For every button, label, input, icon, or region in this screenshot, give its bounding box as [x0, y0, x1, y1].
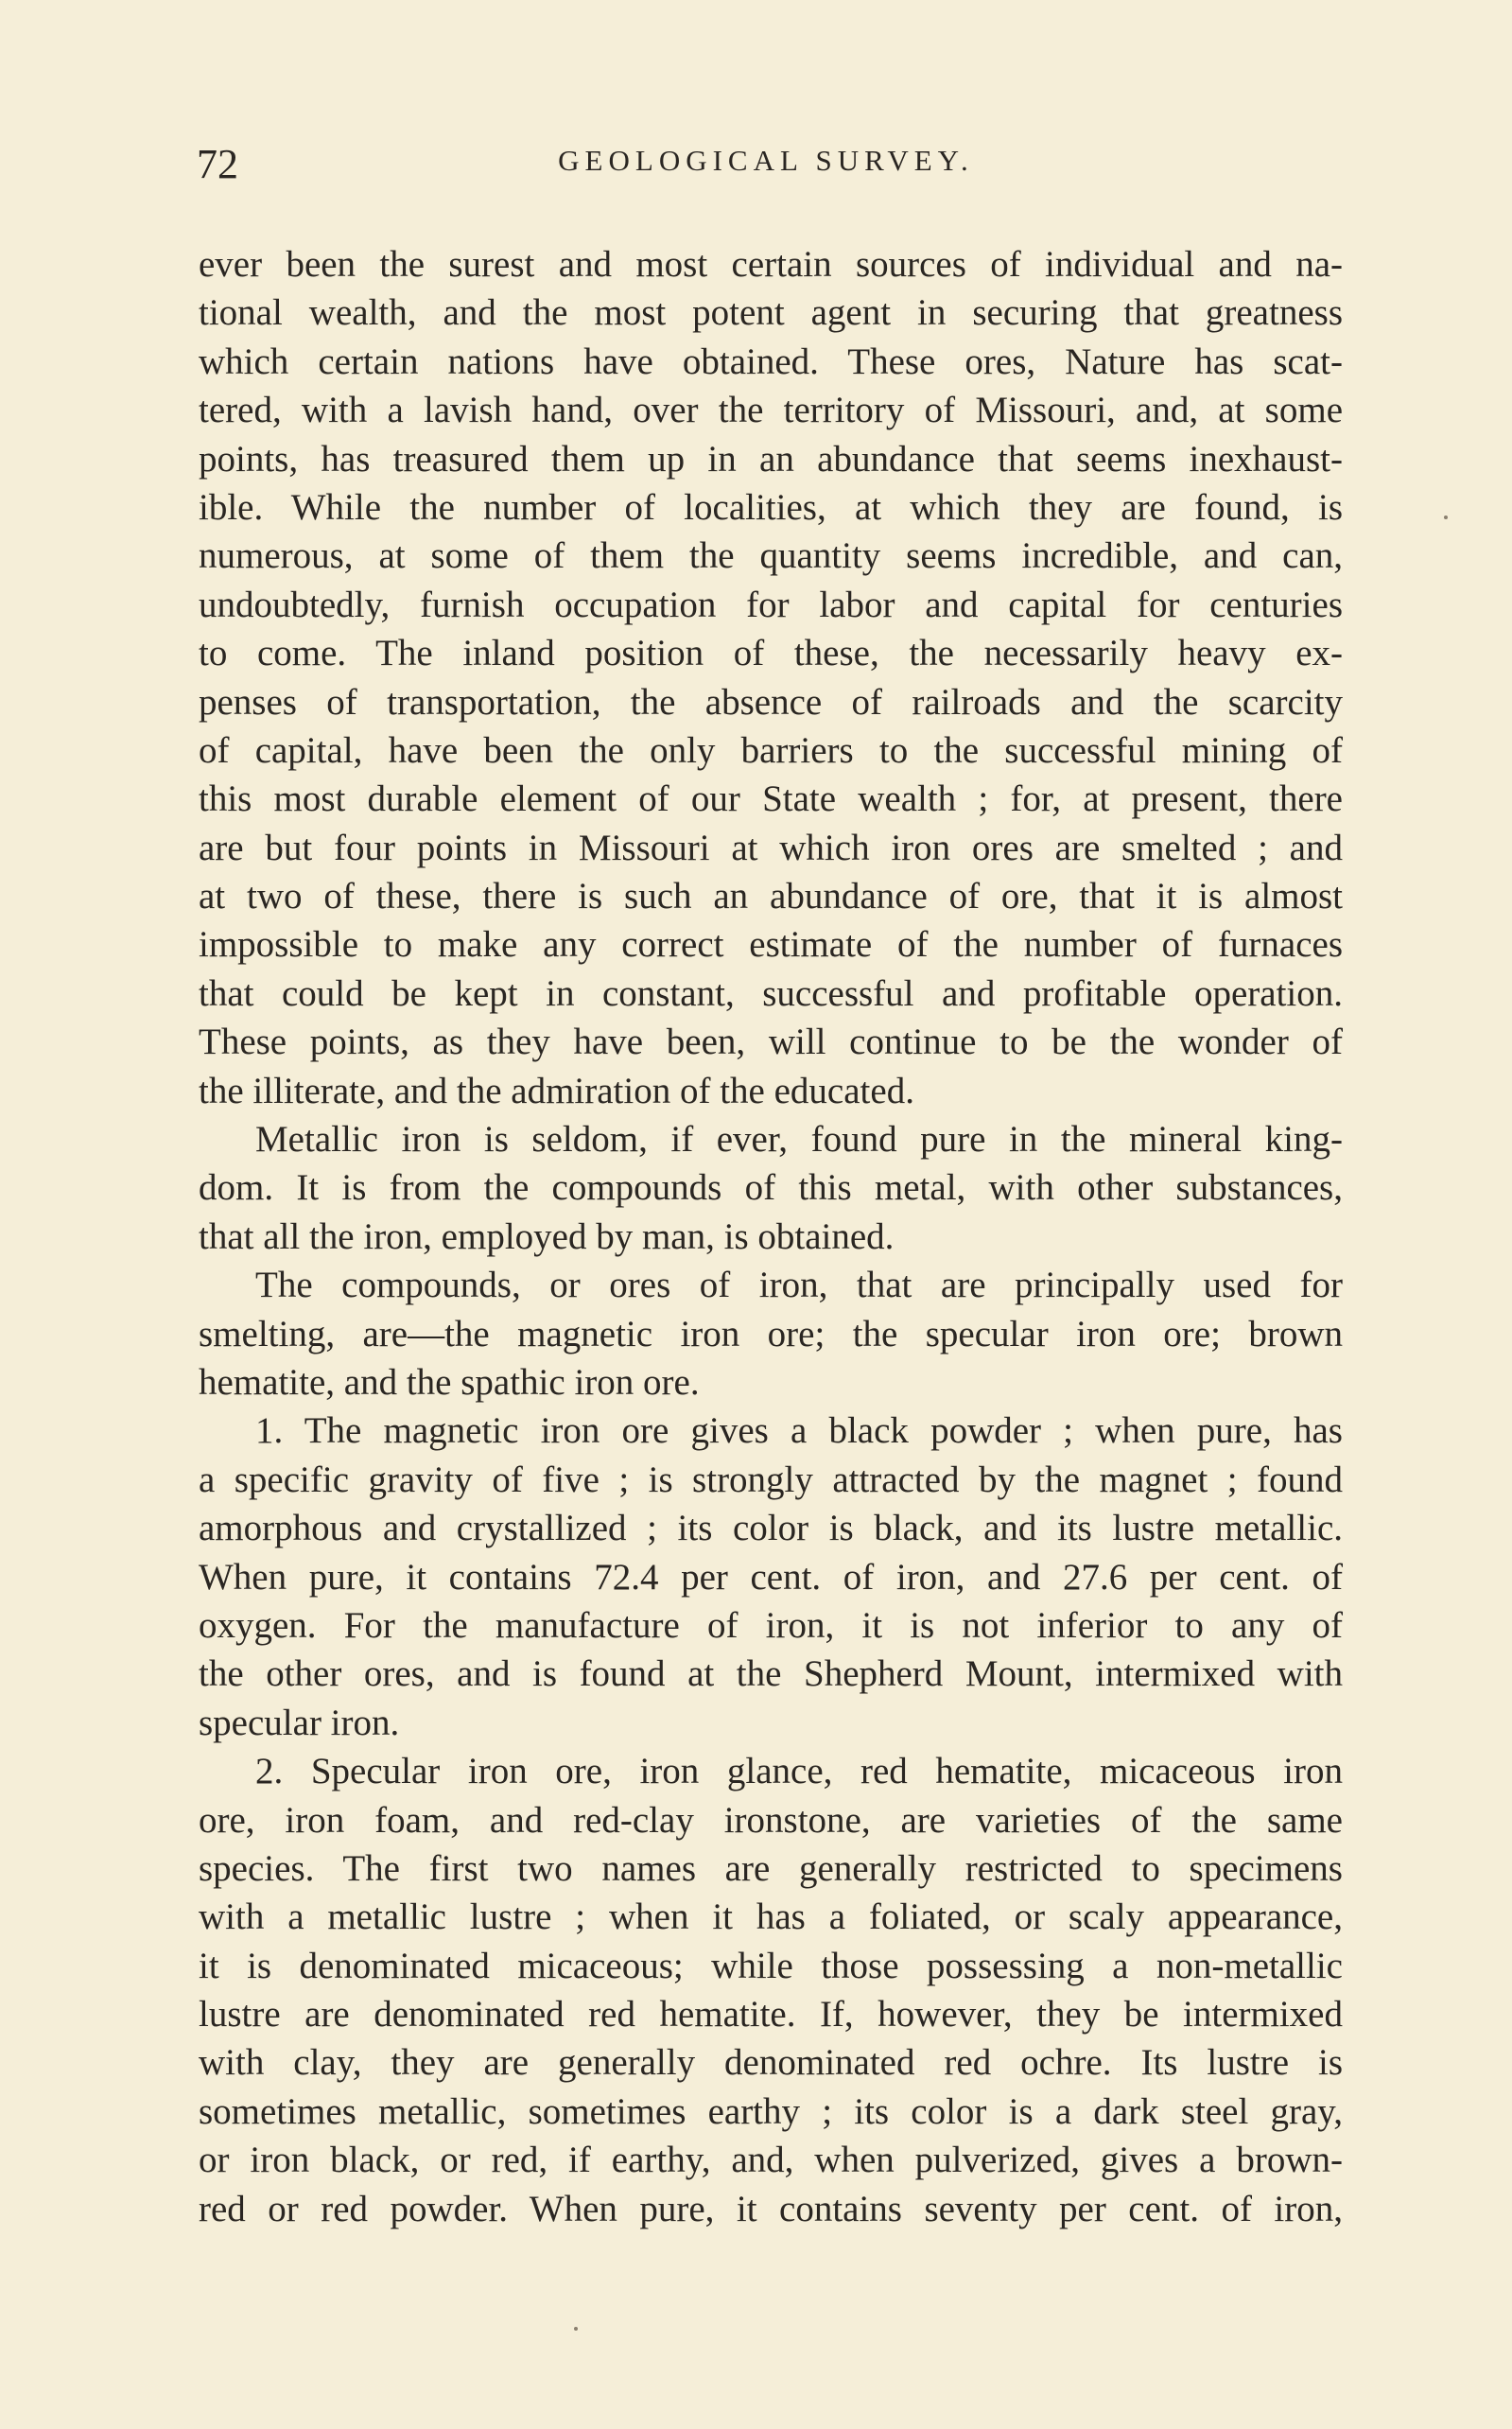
text-line: which certain nations have obtained. These ores, Nature has scat-	[199, 341, 1343, 382]
text-line: ore, iron foam, and red-clay ironstone, are varieties of the same	[199, 1799, 1343, 1841]
text-line: red or red powder. When pure, it contains seventy per cent. of iron,	[199, 2188, 1343, 2229]
text-line: with clay, they are generally denominated red ochre. Its lustre is	[199, 2042, 1343, 2084]
text-line: Metallic iron is seldom, if ever, found pure in the mineral king-	[255, 1119, 1343, 1161]
ink-speck	[1444, 516, 1448, 519]
text-line: it is denominated micaceous; while those possessing a non-metallic	[199, 1945, 1343, 1986]
ink-speck	[574, 2327, 578, 2331]
text-line: hematite, and the spathic iron ore.	[199, 1361, 700, 1403]
text-line: When pure, it contains 72.4 per cent. of iron, and 27.6 per cent. of	[199, 1556, 1343, 1598]
text-line: lustre are denominated red hematite. If, however, they be intermixed	[199, 1994, 1343, 2036]
text-line: tered, with a lavish hand, over the territory of Missouri, and, at some	[199, 390, 1343, 431]
text-line: sometimes metallic, sometimes earthy ; its color is a dark steel gray,	[199, 2090, 1343, 2132]
text-line: that all the iron, employed by man, is obtained.	[199, 1215, 895, 1257]
text-line: These points, as they have been, will continue to be the wonder of	[199, 1022, 1343, 1063]
text-line: 1. The magnetic iron ore gives a black powder ; when pure, has	[255, 1410, 1343, 1452]
text-line: smelting, are—the magnetic iron ore; the specular iron ore; brown	[199, 1313, 1343, 1354]
page-number: 72	[197, 141, 238, 187]
text-line: impossible to make any correct estimate of the number of furnaces	[199, 924, 1343, 966]
running-head: GEOLOGICAL SURVEY.	[558, 144, 974, 177]
text-line: are but four points in Missouri at which iron ores are smelted ; and	[199, 827, 1343, 868]
text-line: tional wealth, and the most potent agent in securing that greatness	[199, 292, 1343, 334]
text-line: a specific gravity of five ; is strongly attracted by the magnet ; found	[199, 1459, 1343, 1500]
text-line: with a metallic lustre ; when it has a foliated, or scaly appearance,	[199, 1896, 1343, 1938]
text-line: undoubtedly, furnish occupation for labor and capital for centuries	[199, 584, 1343, 625]
text-line: the illiterate, and the admiration of the educated.	[199, 1070, 914, 1111]
text-line: 2. Specular iron ore, iron glance, red hematite, micaceous iron	[255, 1751, 1343, 1792]
text-line: to come. The inland position of these, the necessarily heavy ex-	[199, 633, 1343, 674]
text-line: or iron black, or red, if earthy, and, when pulverized, gives a brown-	[199, 2140, 1343, 2181]
text-line: points, has treasured them up in an abundance that seems inexhaust-	[199, 438, 1343, 480]
body-text	[199, 240, 1343, 2233]
text-line: numerous, at some of them the quantity seems incredible, and can,	[199, 535, 1343, 577]
text-line: this most durable element of our State wealth ; for, at present, there	[199, 778, 1343, 820]
text-line: specular iron.	[199, 1702, 400, 1743]
text-line: the other ores, and is found at the Shepherd Mount, intermixed with	[199, 1653, 1343, 1695]
text-line: penses of transportation, the absence of railroads and the scarcity	[199, 681, 1343, 723]
text-line: ever been the surest and most certain sources of individual and na-	[199, 244, 1343, 285]
text-line: The compounds, or ores of iron, that are principally used for	[255, 1265, 1343, 1306]
text-line: that could be kept in constant, successful and profitable operation.	[199, 972, 1343, 1014]
text-line: oxygen. For the manufacture of iron, it is not inferior to any of	[199, 1604, 1343, 1646]
text-line: of capital, have been the only barriers to the successful mining of	[199, 729, 1343, 771]
text-line: at two of these, there is such an abundance of ore, that it is almost	[199, 876, 1343, 917]
text-line: dom. It is from the compounds of this metal, with other substances,	[199, 1167, 1343, 1209]
text-line: ible. While the number of localities, at which they are found, is	[199, 486, 1343, 528]
text-line: amorphous and crystallized ; its color is black, and its lustre metallic.	[199, 1508, 1343, 1549]
text-line: species. The first two names are generally restricted to specimens	[199, 1847, 1343, 1889]
